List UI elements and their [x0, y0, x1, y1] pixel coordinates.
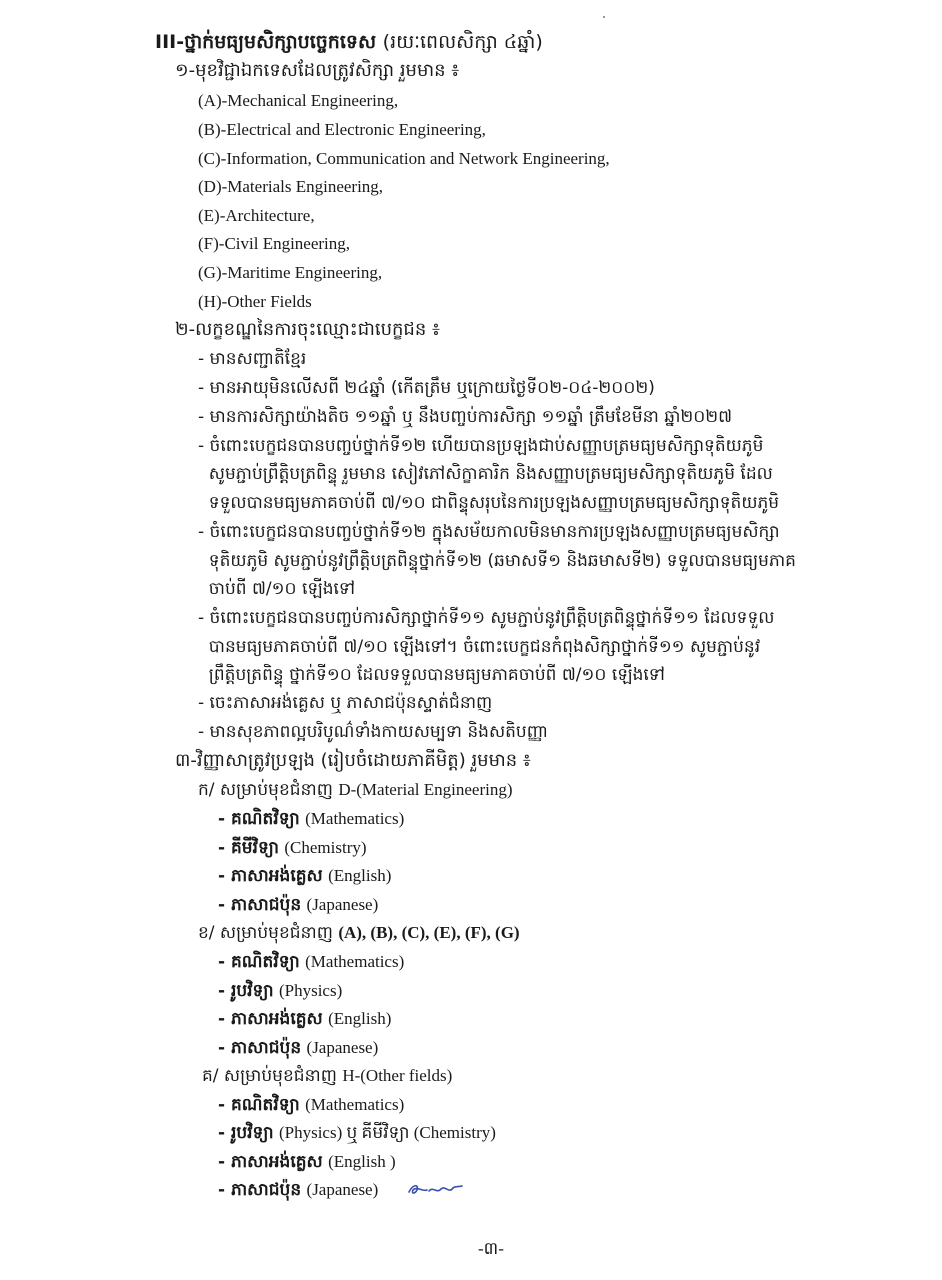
subject-en: (Mathematics) [305, 809, 405, 828]
exam-subject [218, 1179, 378, 1201]
field-item: (A)-Mechanical Engineering, [198, 91, 399, 110]
exam-subject [218, 1037, 378, 1059]
subject-kh: - ភាសាជប៉ុន [218, 895, 302, 915]
handwritten-initials [405, 1178, 465, 1200]
section2-title: ២-លក្ខខណ្ឌនៃការចុះឈ្មោះជាបេក្ខជន ៖ [175, 319, 440, 340]
field-item: (H)-Other Fields [198, 292, 312, 311]
heading-prefix: III- [155, 31, 185, 53]
exam-subject [218, 808, 404, 830]
exam-subject [218, 1151, 396, 1173]
heading-duration: (រយៈពេលសិក្សា ៤ឆ្នាំ) [382, 31, 543, 53]
exam-subject [218, 1122, 496, 1144]
subject-en: (Japanese) [306, 1180, 379, 1199]
exam-subject [218, 980, 342, 1002]
requirement-line: សូមភ្ជាប់ព្រឹត្តិបត្រពិន្ទុ រួមមាន សៀវភៅសិក្ខាគារិក និងសញ្ញាបត្រមធ្យមសិក្សាទុតិយភូមិ ដែល [198, 464, 773, 484]
subject-kh: - រូបវិទ្យា [218, 981, 274, 1001]
exam-group-label [198, 779, 513, 801]
subject-en: (Chemistry) [284, 838, 367, 857]
group-label-fields: (A), (B), (C), (E), (F), (G) [338, 923, 520, 942]
subject-kh: - ភាសាអង់គ្លេស [218, 1152, 323, 1172]
subject-en: (Physics) [278, 981, 343, 1000]
subject-kh: - ភាសាជប៉ុន [218, 1038, 302, 1058]
exam-subject [218, 837, 367, 859]
exam-subject [218, 1094, 404, 1116]
group-label-kh: ខ/ សម្រាប់មុខជំនាញ [198, 923, 333, 943]
page-number: -៣- [478, 1239, 504, 1258]
requirement-line: - មានសុខភាពល្អបរិបូណ៌ទាំងកាយសម្បទា និងសតិបញ្ញា [198, 722, 548, 742]
requirement-line: - ចេះភាសាអង់គ្លេស ឬ ភាសាជប៉ុនស្ទាត់ជំនាញ [198, 693, 493, 713]
subject-en: (English) [328, 866, 392, 885]
field-item: (G)-Maritime Engineering, [198, 263, 383, 282]
requirement-line: ទទួលបានមធ្យមភាគចាប់ពី ៧/១០ ជាពិន្ទុសរុបនៃការប្រឡងសញ្ញាបត្រមធ្យមសិក្សាទុតិយភូមិ [198, 493, 780, 513]
exam-group-label [198, 922, 520, 944]
requirement-line: បានមធ្យមភាគចាប់ពី ៧/១០ ឡើងទៅ។ ចំពោះបេក្ខជនកំពុងសិក្សាថ្នាក់ទី១១ សូមភ្ជាប់នូវ [198, 637, 761, 657]
subject-en: (Mathematics) [305, 952, 405, 971]
section-heading [155, 31, 543, 53]
requirement-line: - ចំពោះបេក្ខជនបានបញ្ចប់ការសិក្សាថ្នាក់ទី១១ សូមភ្ជាប់នូវព្រឹត្តិបត្រពិន្ទុថ្នាក់ទី១១ ដែលទទួល [198, 608, 775, 628]
requirement-line: ព្រឹត្តិបត្រពិន្ទុ ថ្នាក់ទី១០ ដែលទទួលបានមធ្យមភាគចាប់ពី ៧/១០ ឡើងទៅ [198, 665, 665, 685]
heading-title: ថ្នាក់មធ្យមសិក្សាបច្ចេកទេស [184, 31, 377, 53]
subject-kh: - គីមីវិទ្យា [218, 838, 279, 858]
exam-subject [218, 1008, 391, 1030]
subject-en: (English ) [328, 1152, 396, 1171]
group-label-kh: ក/ សម្រាប់មុខជំនាញ [198, 780, 333, 800]
subject-en: (Physics) ឬ គីមីវិទ្យា (Chemistry) [278, 1123, 496, 1142]
section3-title: ៣-វិញ្ញាសាត្រូវប្រឡង (រៀបចំដោយភាគីមិត្ត) រួមមាន ៖ [175, 750, 531, 771]
group-label-kh: គ/ សម្រាប់មុខជំនាញ [202, 1066, 337, 1086]
subject-kh: - ភាសាអង់គ្លេស [218, 1009, 323, 1029]
field-item: (B)-Electrical and Electronic Engineering, [198, 120, 486, 139]
subject-kh: - គណិតវិទ្យា [218, 809, 300, 829]
field-item: (D)-Materials Engineering, [198, 177, 384, 196]
requirement-line: - ចំពោះបេក្ខជនបានបញ្ចប់ថ្នាក់ទី១២ ហើយបានប្រឡងជាប់សញ្ញាបត្រមធ្យមសិក្សាទុតិយភូមិ [198, 436, 764, 456]
field-item: (E)-Architecture, [198, 206, 315, 225]
requirement-line: - មានការសិក្សាយ៉ាងតិច ១១ឆ្នាំ ឬ នឹងបញ្ចប់ការសិក្សា ១១ឆ្នាំ ត្រឹមខែមីនា ឆ្នាំ២០២៧ [198, 407, 733, 427]
exam-subject [218, 865, 391, 887]
subject-en: (English) [328, 1009, 392, 1028]
requirement-line: - មានសញ្ជាតិខ្មែរ [198, 349, 307, 369]
group-label-fields: H-(Other fields) [342, 1066, 453, 1085]
group-label-fields: D-(Material Engineering) [338, 780, 513, 799]
subject-kh: - ភាសាជប៉ុន [218, 1180, 302, 1200]
exam-group-label [202, 1065, 452, 1087]
field-item: (C)-Information, Communication and Network Engineering, [198, 149, 610, 168]
exam-subject [218, 951, 404, 973]
exam-subject [218, 894, 378, 916]
subject-en: (Mathematics) [305, 1095, 405, 1114]
scan-speck [603, 16, 605, 18]
subject-kh: - រូបវិទ្យា [218, 1123, 274, 1143]
subject-kh: - ភាសាអង់គ្លេស [218, 866, 323, 886]
subject-en: (Japanese) [306, 895, 379, 914]
requirement-line: ចាប់ពី ៧/១០ ឡើងទៅ [198, 579, 356, 599]
requirement-line: - មានអាយុមិនលើសពី ២៤ឆ្នាំ (កើតត្រឹម ឬក្រោយថ្ងៃទី០២-០៤-២០០២) [198, 378, 655, 398]
requirement-line: - ចំពោះបេក្ខជនបានបញ្ចប់ថ្នាក់ទី១២ ក្នុងសម័យកាលមិនមានការប្រឡងសញ្ញាបត្រមធ្យមសិក្សា [198, 522, 780, 542]
section1-title: ១-មុខវិជ្ជាឯកទេសដែលត្រូវសិក្សា រួមមាន ៖ [175, 60, 460, 81]
subject-kh: - គណិតវិទ្យា [218, 952, 300, 972]
subject-en: (Japanese) [306, 1038, 379, 1057]
requirement-line: ទុតិយភូមិ សូមភ្ជាប់នូវព្រឹត្តិបត្រពិន្ទុថ្នាក់ទី១២ (ឆមាសទី១ និងឆមាសទី២) ទទួលបានមធ្យមភាគ [198, 551, 796, 571]
field-item: (F)-Civil Engineering, [198, 234, 351, 253]
subject-kh: - គណិតវិទ្យា [218, 1095, 300, 1115]
